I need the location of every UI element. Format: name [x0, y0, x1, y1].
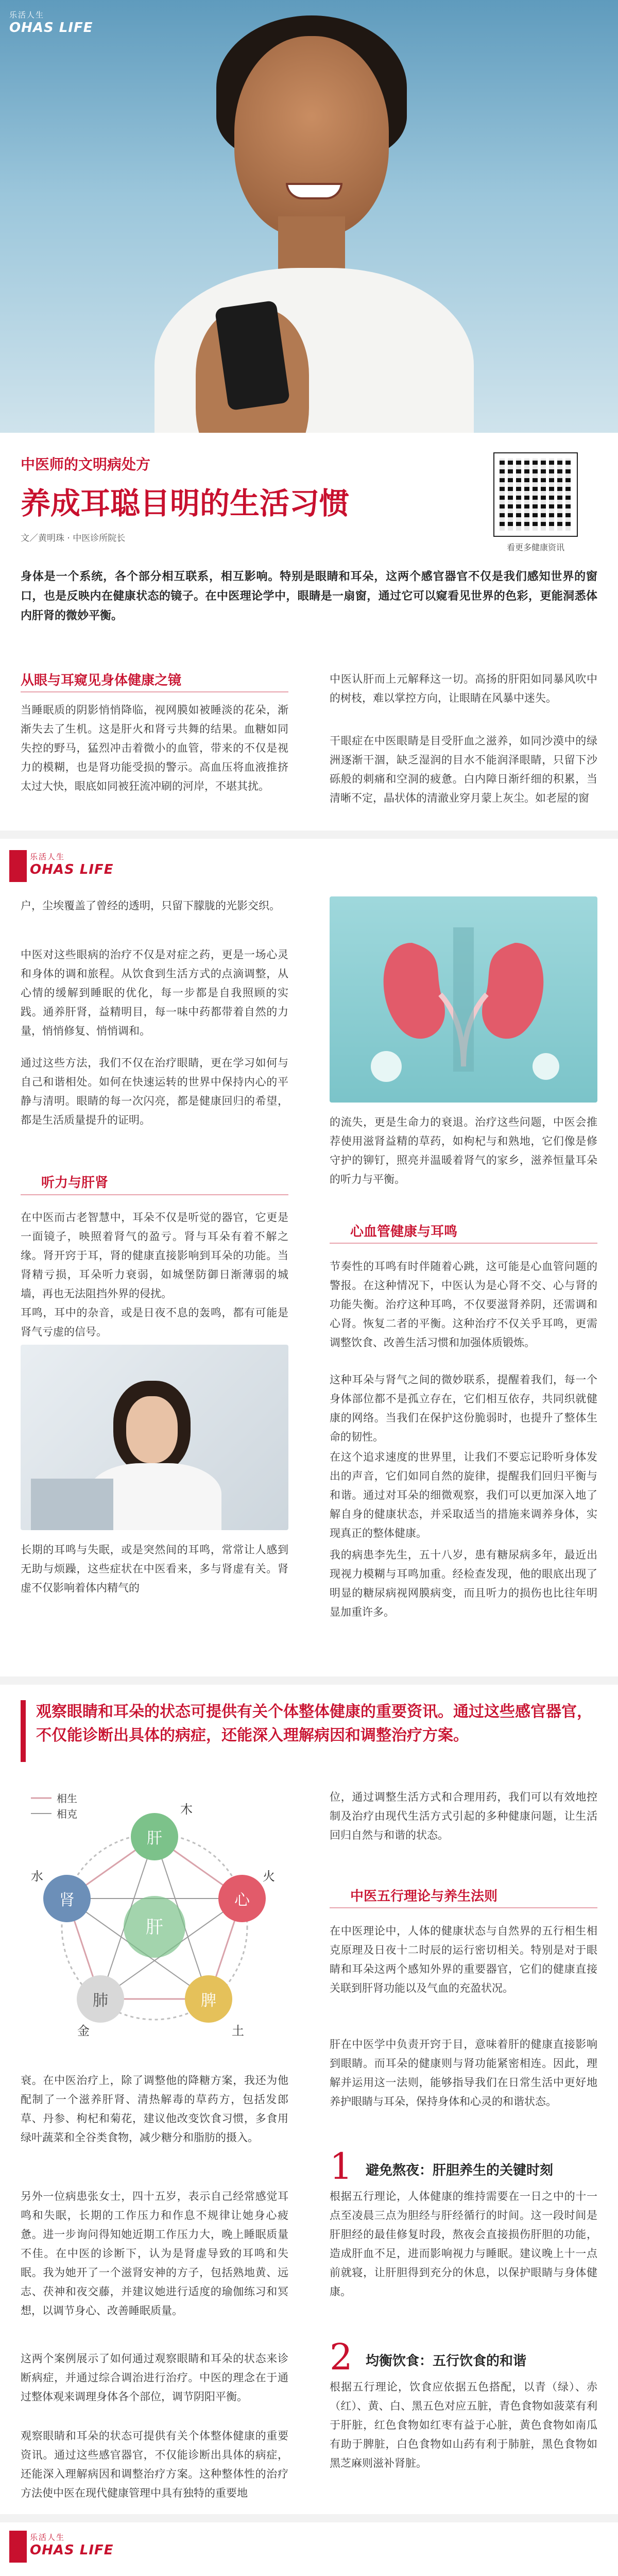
hero-photo	[0, 0, 618, 433]
brand-small-text: 乐活人生	[30, 852, 65, 861]
tip-number-1: 1	[330, 2145, 353, 2188]
quote-mark	[21, 1700, 26, 1762]
page2-col2c: 这种耳朵与肾气之间的微妙联系，提醒着我们，每一个身体部位都不是孤立存在，它们相互依存，共同织就健康的网络。当我们在保护这份脆弱时，也提升了整体生命的韧性。	[330, 1374, 597, 1443]
kidney-illustration	[330, 896, 597, 1103]
page3-col2a: 位，通过调整生活方式和合理用药，我们可以有效地控制及治疗由现代生活方式引起的多种健康问题，让生活回归自然与和谐的状态。	[330, 1791, 597, 1841]
heading-underline	[330, 1243, 597, 1244]
office-woman-photo	[21, 1345, 288, 1530]
metal-organ: 肺	[93, 1992, 108, 2010]
legend-gen: 相生	[57, 1792, 77, 1805]
brand-big-text: OHAS LIFE	[30, 2543, 114, 2558]
brand-big-text: OHAS LIFE	[9, 20, 93, 36]
water-organ: 肾	[59, 1891, 75, 1909]
section-heading-eye-ear: 从眼与耳窥见身体健康之镜	[21, 673, 182, 688]
page3-col1b: 另外一位病患张女士，四十五岁，表示自己经常感觉耳鸣和失眠，长期的工作压力和作息不规律让她身心疲惫。进一步询问得知她近期工作压力大，晚上睡眠质量不佳。在中医的诊断下，认为是肾虚导致的耳鸣和失眠。我为她开了一个滋肾安神的方子，包括熟地黄、远志、茯神和夜交藤，并建议她进行适度的瑜伽练习和冥想，以调节身心、改善睡眠质量。	[21, 2190, 288, 2317]
earth-organ: 脾	[201, 1992, 216, 2010]
column-title: 中医师的文明病处方	[21, 456, 151, 473]
page2-col1b: 中医对这些眼病的治疗不仅是对症之药，更是一场心灵和身体的调和旅程。从饮食到生活方式的点滴调整，从心情的缓解到睡眠的优化，每一步都是自我照顾的实践。通养肝肾，益精明目，每一味中药都带着自然的力量，悄悄修复、悄悄调和。	[21, 948, 288, 1037]
brand-mark-l	[9, 850, 27, 882]
page2-col1d: 在中医而古老智慧中，耳朵不仅是听觉的器官，它更是一面镜子，映照着肾气的盈亏。肾与耳朵有着不解之缘。肾开窍于耳，肾的健康直接影响到耳朵的功能。当肾精亏损，耳朵听力衰弱，如城堡防御日渐薄弱的城墙，再也无法阻挡外界的侵扰。	[21, 1211, 288, 1300]
kidney-svg	[330, 896, 597, 1103]
brand-mark-page2	[30, 851, 114, 877]
pull-quote: 观察眼睛和耳朵的状态可提供有关个体整体健康的重要资讯。通过这些感官器官，不仅能诊断出具体的病症，还能深入理解病因和调整治疗方案。	[36, 1703, 592, 1744]
section1-col2b: 干眼症在中医眼睛是目受肝血之滋养，如同沙漠中的绿洲逐渐干涸，缺乏湿润的目水不能润泽眼睛，只留下沙砾般的刺痛和空洞的疲惫。白内障日渐纤细的积累，当清晰不定，晶状体的清澈业穿月蒙上灰尘。如老屋的窗	[330, 735, 597, 804]
section-heading-cardio: 心血管健康与耳鸣	[350, 1224, 458, 1240]
brand-big-text: OHAS LIFE	[30, 862, 114, 877]
page2-col2e: 我的病患李先生，五十八岁，患有糖尿病多年，最近出现视力模糊与耳鸣加重。经检查发现，他的眼底出现了明显的糖尿病视网膜病变，而且听力的损伤也比往年明显加重许多。	[330, 1549, 597, 1618]
five-elements-diagram	[21, 1788, 288, 2056]
wood-organ: 肝	[147, 1829, 162, 1848]
tip2-body: 根据五行理论，饮食应依据五色搭配，以青（绿）、赤（红）、黄、白、黑五色对应五脏，青色食物如菠菜有利于肝脏，红色食物如红枣有益于心脏，黄色食物如南瓜有助于脾脏，白色食物如山药有利于肺脏，黑色食物如黑芝麻则滋补肾脏。	[330, 2381, 597, 2469]
left-kidney-shape	[384, 943, 445, 1039]
page-title: 养成耳聪目明的生活习惯	[21, 486, 350, 521]
lead-paragraph: 身体是一个系统，各个部分相互联系，相互影响。特别是眼睛和耳朵，这两个感官器官不仅是我们感知世界的窗口，也是反映内在健康状态的镜子。在中医理论学中，眼睛是一扇窗，通过它可以窥看见世界的色彩，更能洞悉体内肝肾的微妙平衡。	[21, 570, 597, 622]
five-elements-svg	[21, 1788, 288, 2056]
hero-smile	[286, 183, 342, 199]
earth-label: 土	[232, 2024, 244, 2038]
section-heading-five-elements: 中医五行理论与养生法则	[350, 1889, 498, 1904]
page2-col1c: 通过这些方法，我们不仅在治疗眼睛，更在学习如何与自己和谐相处。如何在快速运转的世界中保持内心的平静与清明。眼睛的每一次闪亮，都是健康回归的希望，都是生活质量提升的证明。	[21, 1057, 288, 1126]
section1-col2: 中医认肝而上元解释这一切。高扬的肝阳如同暴风吹中的树枝，难以掌控方向，让眼睛在风暴中迷失。	[330, 673, 597, 704]
qr-code[interactable]	[494, 453, 577, 536]
page3-col2c: 肝在中医学中负责开窍于目，意味着肝的健康直接影响到眼睛。而耳朵的健康则与肾功能紧密相连。因此，理解并运用这一法则，能够指导我们在日常生活中更好地养护眼睛与耳朵，保持身体和心灵的和谐状态。	[330, 2038, 597, 2108]
brand-mark-page4	[30, 2532, 114, 2558]
page3-col1d: 观察眼睛和耳朵的状态可提供有关个体整体健康的重要资讯。通过这些感官器官，不仅能诊断出具体的病症，还能深入理解病因和调整治疗方案。这种整体性的治疗方法使中医在现代健康管理中具有独特的重要地	[21, 2430, 288, 2499]
page2-col1f: 长期的耳鸣与失眠，或是突然间的耳鸣，常常让人感到无助与烦躁，这些症状在中医看来，多与肾虚有关。肾虚不仅影响着体内精气的	[21, 1544, 288, 1594]
byline: 文／黄明珠 · 中医诊所院长	[21, 533, 126, 544]
page3-col1c: 这两个案例展示了如何通过观察眼睛和耳朵的状态来诊断病症，并通过综合调治进行治疗。中医的理念在于通过整体观来调理身体各个部位，调节阴阳平衡。	[21, 2352, 288, 2403]
page2-col2b: 节奏性的耳鸣有时伴随着心跳，这可能是心血管问题的警报。在这种情况下，中医认为是心肾不交、心与肾的功能失衡。治疗这种耳鸣，不仅要滋肾养阴，还需调和心肾。恢复二者的平衡。这种治疗不仅关乎耳鸣，更需调整饮食、改善生活习惯和加强体质锻炼。	[330, 1260, 597, 1349]
legend-ctrl: 相克	[57, 1808, 77, 1820]
wood-label: 木	[180, 1802, 193, 1817]
page-gap	[0, 831, 618, 839]
brand-mark-l	[9, 2531, 27, 2563]
page2-col1e: 耳鸣，耳中的杂音，或是日夜不息的轰鸣，都有可能是肾气亏虚的信号。	[21, 1307, 288, 1338]
page3-col1a: 衰。在中医治疗上，除了调整他的降糖方案，我还为他配制了一个滋养肝肾、清热解毒的草药方，包括发郎草、丹参、枸杞和菊花，建议他改变饮食习惯，多食用绿叶蔬菜和全谷类食物，减少糖分和脂肪的摄入。	[21, 2074, 288, 2144]
tip1-title: 避免熬夜：肝胆养生的关键时刻	[366, 2163, 554, 2178]
hero-face	[234, 36, 389, 237]
page2-col2d: 在这个追求速度的世界里，让我们不要忘记聆听身体发出的声音，它们如同自然的旋律，提醒我们回归平衡与和谐。通过对耳朵的细微观察，我们可以更加深入地了解自身的健康状态，并采取适当的措施来调养身体，实现真正的整体健康。	[330, 1451, 597, 1539]
metal-label: 金	[77, 2024, 90, 2038]
page3-col2b: 在中医理论中，人体的健康状态与自然界的五行相生相克原理及日夜十二时辰的运行密切相关。特别是对于眼睛和耳朵这两个感知外界的重要器官，它们的健康直接关联到肝肾功能以及气血的充盈状况。	[330, 1925, 597, 1994]
tip1-body: 根据五行理论，人体健康的维持需要在一日之中的十一点至凌晨三点为胆经与肝经循行的时间。这一段时间是肝胆经的最佳修复时段，熬夜会直接损伤肝胆的功能，造成肝血不足，进而影响视力与睡眠。建议晚上十一点前就寝，让肝胆得到充分的休息，以保护眼睛与身体健康。	[330, 2190, 597, 2298]
fire-organ: 心	[234, 1891, 250, 1909]
heading-underline	[330, 1907, 597, 1908]
section1-col1: 当睡眠质的阴影悄悄降临，视网膜如被睡淡的花朵，渐渐失去了生机。这是肝火和肾亏共舞的结果。血糖如同失控的野马，猛烈冲击着微小的血管，带来的不仅是视力的模糊，也是肾功能受损的警示。高血压将血液推挤太过大快，眼底如同被狂流冲刷的河岸，不堪其扰。	[21, 704, 288, 792]
water-label: 水	[31, 1869, 43, 1884]
fire-label: 火	[263, 1869, 275, 1884]
right-kidney-shape	[482, 943, 543, 1039]
brand-mark	[9, 9, 128, 36]
qr-caption: 看更多健康资讯	[506, 543, 564, 552]
page-gap	[0, 1676, 618, 1685]
tip-number-2: 2	[330, 2336, 353, 2378]
heading-underline	[21, 1194, 288, 1195]
center-label: 肝	[146, 1917, 163, 1938]
brand-small-text: 乐活人生	[30, 2533, 65, 2542]
brand-small-text: 乐活人生	[9, 10, 45, 20]
section-heading-hearing: 听力与肝肾	[41, 1175, 109, 1191]
page2-col2a: 的流失，更是生命力的衰退。治疗这些问题，中医会推荐使用滋肾益精的草药，如枸杞与和熟地，它们像是修守护的铆钉，照亮并温暖着肾气的家乡，滋养恒量耳朵的听力与平衡。	[330, 1116, 597, 1185]
tip2-title: 均衡饮食：五行饮食的和谐	[366, 2353, 527, 2369]
heading-underline	[21, 691, 288, 692]
page2-col1a: 户，尘埃覆盖了曾经的透明，只留下朦胧的光影交织。	[21, 900, 280, 912]
page-gap	[0, 2514, 618, 2522]
